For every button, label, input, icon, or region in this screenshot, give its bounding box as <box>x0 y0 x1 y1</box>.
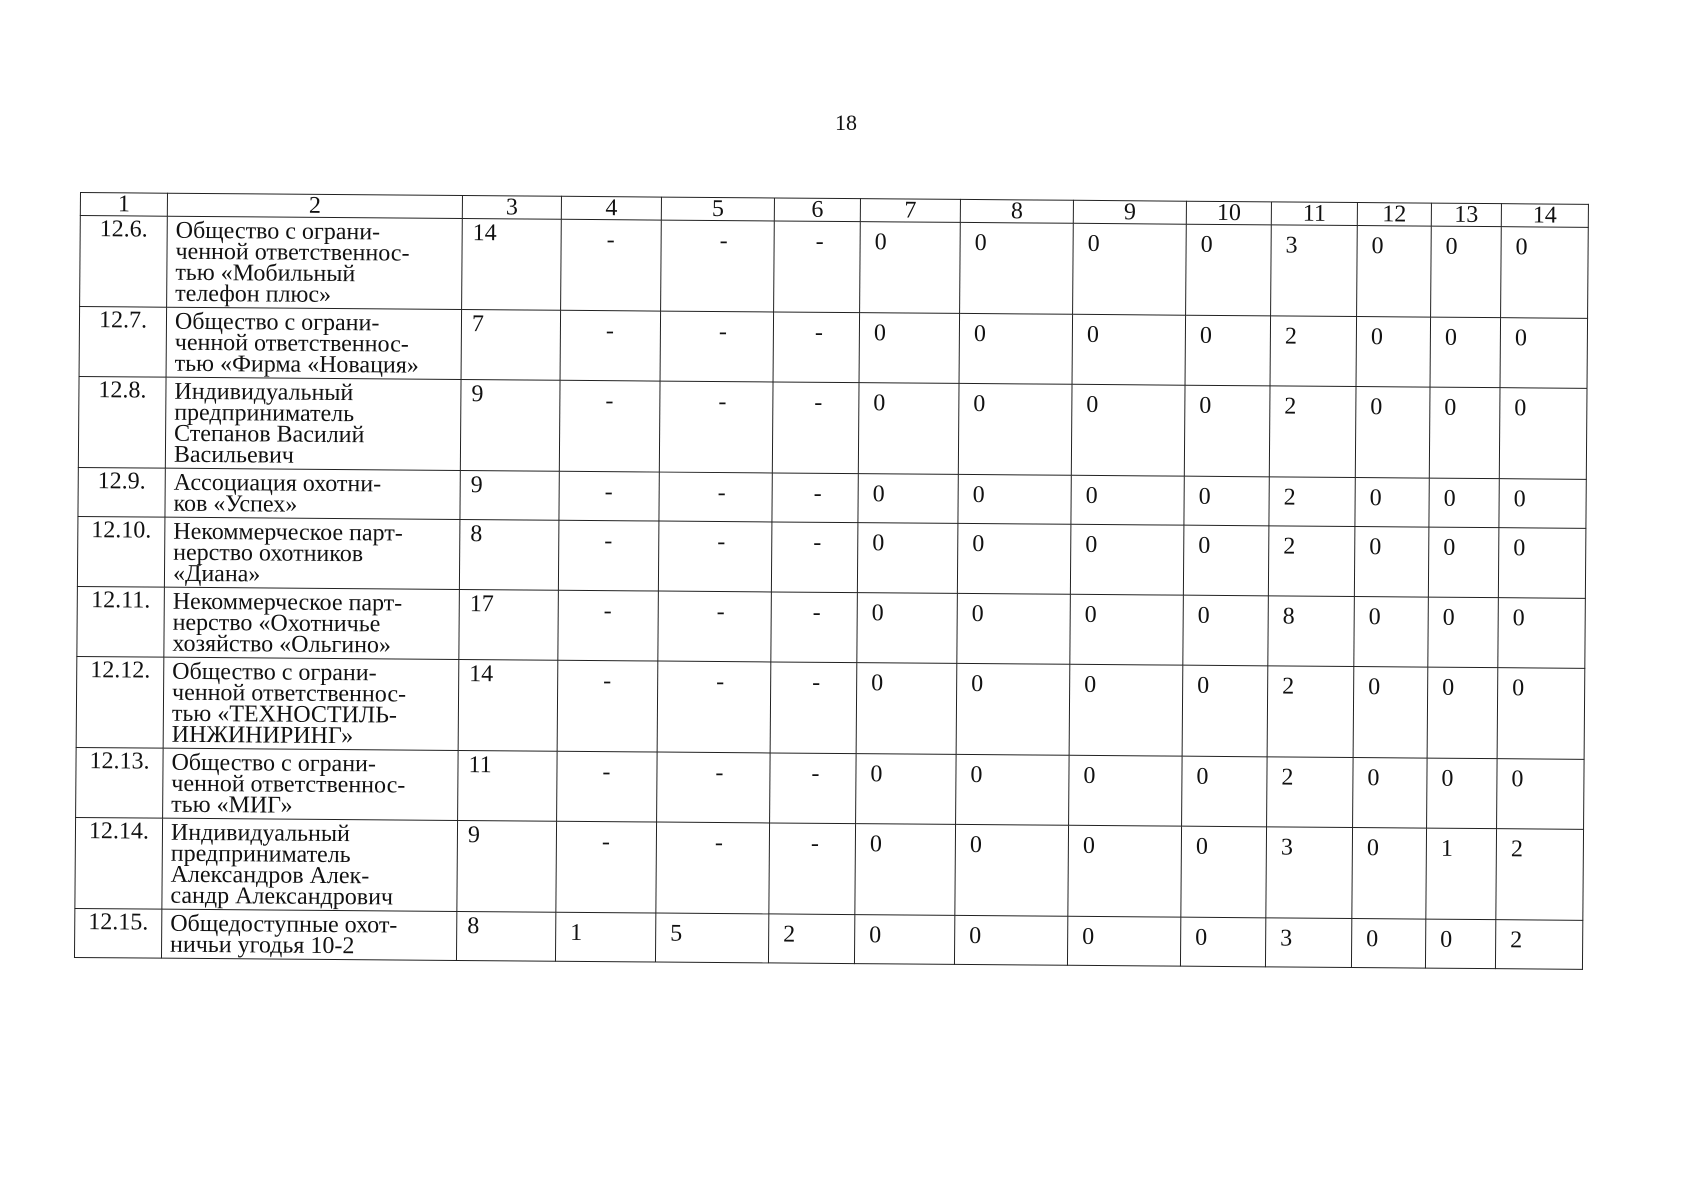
row-number: 12.10. <box>77 516 165 587</box>
organization-name: Некоммерческое парт- нерство охотников «Диана» <box>164 517 460 589</box>
value-cell-col-12: 0 <box>1352 828 1427 920</box>
row-number: 12.8. <box>78 376 166 468</box>
value-cell-col-6: - <box>770 662 857 754</box>
value-cell-col-8: 0 <box>954 915 1067 965</box>
table-row <box>78 376 1587 479</box>
value-cell-col-8: 0 <box>958 474 1071 524</box>
value-cell-col-7: 0 <box>859 313 960 384</box>
value-cell-col-11: 2 <box>1270 316 1357 387</box>
value-cell-col-5: - <box>656 822 770 914</box>
value-cell-col-11: 8 <box>1268 596 1355 667</box>
value-cell-col-14: 0 <box>1497 759 1585 830</box>
data-table <box>74 192 1589 970</box>
column-header-13: 13 <box>1431 203 1501 227</box>
value-cell-col-4: 1 <box>555 912 655 962</box>
value-cell-col-3: 8 <box>456 911 555 961</box>
value-cell-col-14: 0 <box>1498 598 1586 669</box>
value-cell-col-10: 0 <box>1182 756 1268 827</box>
row-number: 12.7. <box>79 307 167 378</box>
value-cell-col-3: 14 <box>462 219 562 311</box>
value-cell-col-3: 9 <box>460 470 559 520</box>
value-cell-col-7: 0 <box>857 523 958 594</box>
row-number: 12.11. <box>77 586 165 657</box>
data-table-container <box>74 192 1588 970</box>
value-cell-col-3: 14 <box>458 659 558 751</box>
value-cell-col-10: 0 <box>1182 665 1268 757</box>
value-cell-col-7: 0 <box>858 383 959 475</box>
value-cell-col-11: 2 <box>1267 757 1354 828</box>
column-header-10: 10 <box>1186 201 1271 225</box>
column-header-4: 4 <box>561 196 661 220</box>
value-cell-col-5: - <box>657 661 771 753</box>
value-cell-col-13: 0 <box>1427 667 1498 759</box>
organization-name: Общедоступные охот- ничьи угодья 10-2 <box>161 909 456 960</box>
table-row <box>76 747 1585 829</box>
value-cell-col-8: 0 <box>957 593 1071 664</box>
value-cell-col-10: 0 <box>1184 476 1269 526</box>
value-cell-col-9: 0 <box>1070 594 1184 665</box>
value-cell-col-11: 2 <box>1269 477 1355 527</box>
column-header-2: 2 <box>167 193 462 218</box>
value-cell-col-10: 0 <box>1180 917 1265 967</box>
column-header-8: 8 <box>960 199 1073 223</box>
value-cell-col-14: 0 <box>1501 227 1589 319</box>
value-cell-col-5: - <box>661 220 775 312</box>
value-cell-col-6: - <box>773 312 860 383</box>
value-cell-col-14: 2 <box>1495 920 1582 970</box>
organization-name: Общество с ограни- ченной ответственнос- тью «Фирма «Новация» <box>166 307 462 379</box>
value-cell-col-5: 5 <box>655 913 768 963</box>
column-header-9: 9 <box>1073 200 1186 224</box>
value-cell-col-5: - <box>659 381 773 473</box>
value-cell-col-12: 0 <box>1351 919 1425 969</box>
value-cell-col-8: 0 <box>955 824 1069 916</box>
value-cell-col-14: 0 <box>1500 318 1588 389</box>
organization-name: Общество с ограни- ченной ответственнос- тью «ТЕХНОСТИЛЬ- ИНЖИНИРИНГ» <box>163 657 459 750</box>
value-cell-col-13: 0 <box>1431 226 1502 318</box>
value-cell-col-8: 0 <box>958 383 1072 475</box>
value-cell-col-5: - <box>659 472 772 522</box>
table-row <box>74 908 1582 969</box>
value-cell-col-9: 0 <box>1067 916 1180 966</box>
value-cell-col-7: 0 <box>857 593 958 664</box>
value-cell-col-9: 0 <box>1071 384 1185 476</box>
value-cell-col-7: 0 <box>854 915 954 965</box>
value-cell-col-3: 9 <box>457 820 557 912</box>
column-header-1: 1 <box>80 193 167 217</box>
value-cell-col-7: 0 <box>856 663 957 755</box>
table-row <box>75 817 1584 920</box>
value-cell-col-14: 0 <box>1498 528 1586 599</box>
value-cell-col-9: 0 <box>1069 755 1183 826</box>
value-cell-col-9: 0 <box>1069 664 1183 756</box>
page-number: 18 <box>835 110 857 135</box>
table-row <box>79 307 1588 389</box>
value-cell-col-9: 0 <box>1073 223 1187 315</box>
value-cell-col-4: - <box>557 660 658 752</box>
value-cell-col-6: - <box>771 592 858 663</box>
value-cell-col-3: 11 <box>458 750 558 821</box>
organization-name: Ассоциация охотни- ков «Успех» <box>165 468 460 519</box>
value-cell-col-4: - <box>559 471 659 521</box>
value-cell-col-7: 0 <box>856 754 957 825</box>
value-cell-col-8: 0 <box>957 523 1071 594</box>
value-cell-col-4: - <box>557 751 658 822</box>
value-cell-col-14: 0 <box>1497 668 1585 760</box>
value-cell-col-4: - <box>558 590 659 661</box>
value-cell-col-13: 0 <box>1428 597 1499 668</box>
value-cell-col-13: 0 <box>1428 527 1499 598</box>
value-cell-col-12: 0 <box>1354 597 1429 668</box>
value-cell-col-6: - <box>769 823 856 915</box>
table-row <box>80 216 1589 319</box>
value-cell-col-4: - <box>558 520 659 591</box>
organization-name: Общество с ограни- ченной ответственнос- тью «МИГ» <box>163 748 459 820</box>
value-cell-col-12: 0 <box>1353 667 1428 759</box>
value-cell-col-9: 0 <box>1068 825 1182 917</box>
value-cell-col-4: - <box>556 821 657 913</box>
value-cell-col-12: 0 <box>1356 317 1431 388</box>
value-cell-col-11: 2 <box>1267 666 1354 758</box>
column-header-12: 12 <box>1357 203 1431 227</box>
value-cell-col-12: 0 <box>1353 758 1428 829</box>
value-cell-col-11: 2 <box>1268 526 1355 597</box>
value-cell-col-3: 7 <box>461 310 561 381</box>
row-number: 12.15. <box>74 908 161 958</box>
column-header-3: 3 <box>462 196 561 220</box>
value-cell-col-6: - <box>772 473 858 523</box>
column-header-6: 6 <box>774 198 860 222</box>
value-cell-col-10: 0 <box>1185 315 1271 386</box>
value-cell-col-10: 0 <box>1181 826 1267 918</box>
organization-name: Индивидуальный предприниматель Александров Алек- сандр Александрович <box>162 818 458 911</box>
value-cell-col-6: 2 <box>768 914 854 964</box>
value-cell-col-11: 3 <box>1265 918 1351 968</box>
value-cell-col-12: 0 <box>1355 478 1429 528</box>
value-cell-col-5: - <box>660 311 774 382</box>
row-number: 12.13. <box>76 747 164 818</box>
value-cell-col-13: 0 <box>1430 317 1501 388</box>
value-cell-col-9: 0 <box>1070 524 1184 595</box>
value-cell-col-8: 0 <box>960 222 1074 314</box>
value-cell-col-11: 3 <box>1271 225 1358 317</box>
value-cell-col-10: 0 <box>1184 385 1270 477</box>
value-cell-col-9: 0 <box>1071 475 1184 525</box>
row-number: 12.6. <box>80 216 168 308</box>
organization-name: Индивидуальный предприниматель Степанов Василий Васильевич <box>165 377 461 470</box>
value-cell-col-13: 0 <box>1425 919 1495 969</box>
organization-name: Некоммерческое парт- нерство «Охотничье хозяйство «Ольгино» <box>164 587 460 659</box>
column-header-7: 7 <box>860 199 960 223</box>
value-cell-col-13: 0 <box>1429 387 1500 479</box>
value-cell-col-7: 0 <box>860 222 961 314</box>
value-cell-col-14: 0 <box>1499 479 1586 529</box>
value-cell-col-10: 0 <box>1186 224 1272 316</box>
organization-name: Общество с ограни- ченной ответственнос- тью «Мобильный телефон плюс» <box>167 216 463 309</box>
value-cell-col-8: 0 <box>956 754 1070 825</box>
value-cell-col-11: 3 <box>1266 827 1353 919</box>
table-body <box>74 216 1588 970</box>
table-row <box>77 516 1586 598</box>
value-cell-col-12: 0 <box>1355 387 1430 479</box>
column-header-5: 5 <box>661 197 774 221</box>
value-cell-col-3: 8 <box>459 519 559 590</box>
value-cell-col-6: - <box>772 382 859 474</box>
row-number: 12.14. <box>75 817 163 909</box>
column-header-11: 11 <box>1271 202 1357 226</box>
value-cell-col-8: 0 <box>959 313 1073 384</box>
value-cell-col-8: 0 <box>956 663 1070 755</box>
value-cell-col-11: 2 <box>1269 386 1356 478</box>
value-cell-col-5: - <box>658 521 772 592</box>
value-cell-col-7: 0 <box>858 474 958 524</box>
value-cell-col-12: 0 <box>1354 527 1429 598</box>
value-cell-col-4: - <box>561 219 662 311</box>
value-cell-col-3: 9 <box>460 379 560 471</box>
value-cell-col-14: 2 <box>1496 829 1584 921</box>
value-cell-col-10: 0 <box>1183 595 1269 666</box>
value-cell-col-5: - <box>658 591 772 662</box>
value-cell-col-3: 17 <box>459 589 559 660</box>
value-cell-col-10: 0 <box>1183 525 1269 596</box>
value-cell-col-13: 1 <box>1426 828 1497 920</box>
value-cell-col-6: - <box>770 753 857 824</box>
value-cell-col-4: - <box>560 310 661 381</box>
value-cell-col-9: 0 <box>1072 314 1186 385</box>
value-cell-col-4: - <box>559 380 660 472</box>
table-row <box>76 656 1585 759</box>
value-cell-col-14: 0 <box>1499 388 1587 480</box>
value-cell-col-7: 0 <box>855 824 956 916</box>
value-cell-col-5: - <box>657 752 771 823</box>
value-cell-col-6: - <box>771 522 858 593</box>
row-number: 12.12. <box>76 656 164 748</box>
row-number: 12.9. <box>78 467 165 517</box>
value-cell-col-6: - <box>774 221 861 313</box>
table-row <box>77 586 1586 668</box>
column-header-14: 14 <box>1501 204 1588 228</box>
value-cell-col-13: 0 <box>1427 758 1498 829</box>
value-cell-col-13: 0 <box>1429 478 1499 528</box>
value-cell-col-12: 0 <box>1357 226 1432 318</box>
